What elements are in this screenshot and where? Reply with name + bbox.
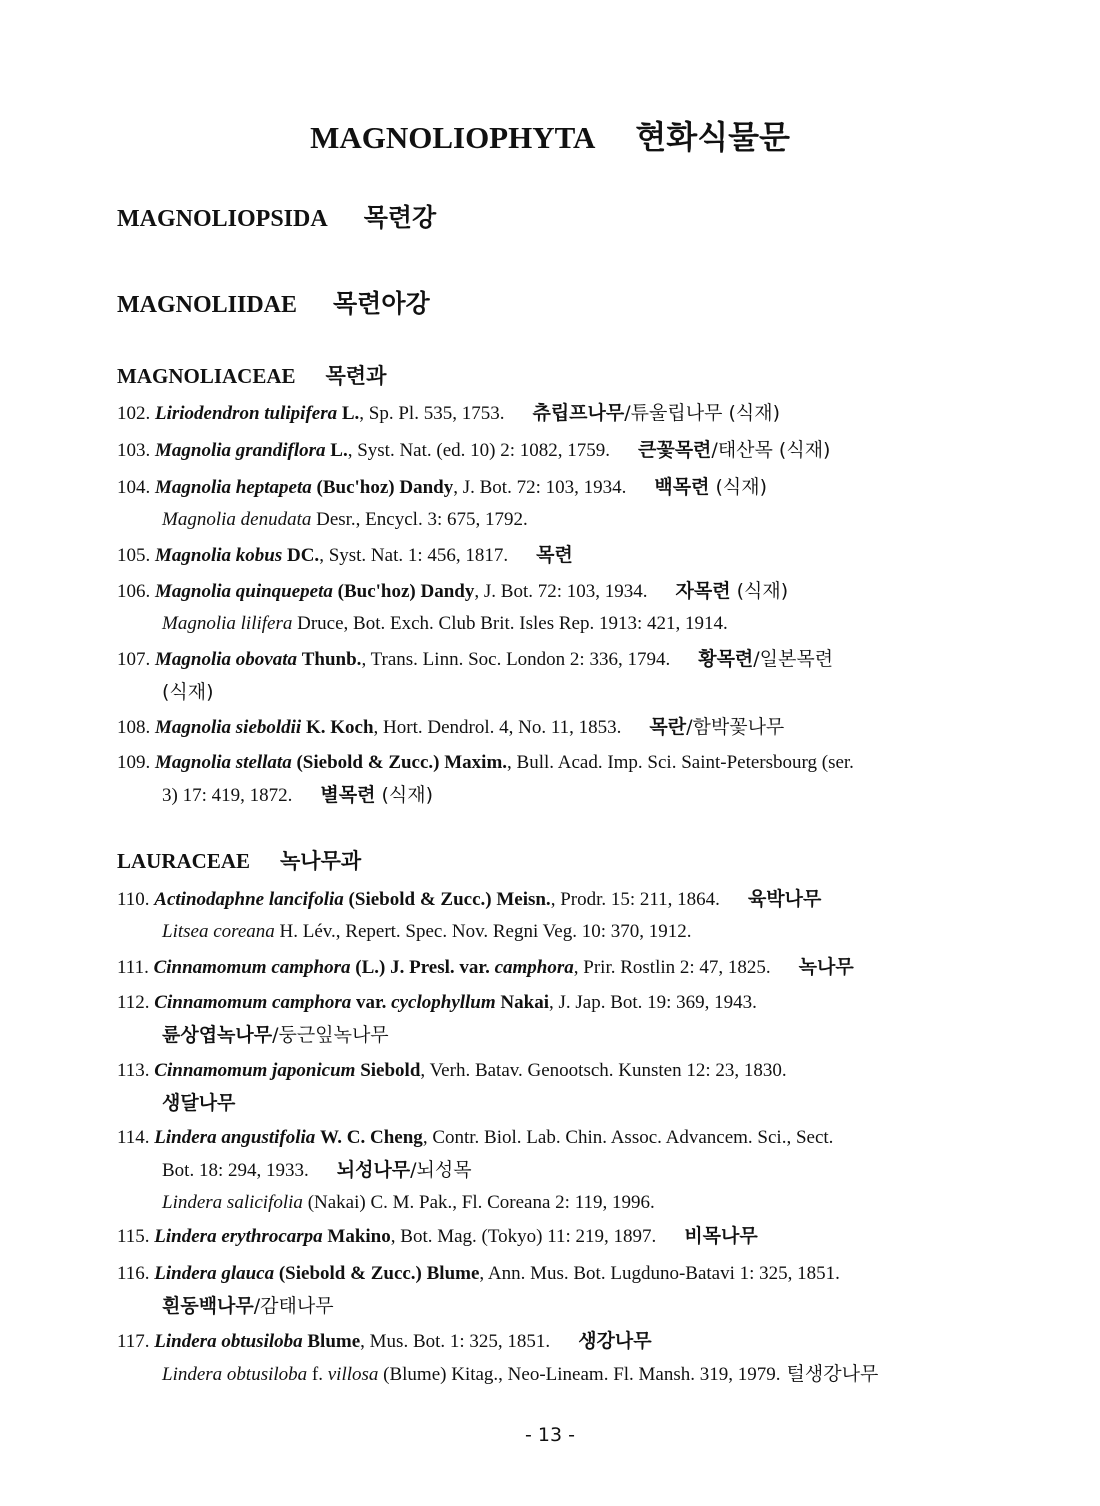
synonym-citation: (Nakai) C. M. Pak., Fl. Coreana 2: 119, 1996. bbox=[302, 1192, 655, 1213]
korean-name: 목란 bbox=[649, 716, 687, 738]
species-name: Magnolia stellata bbox=[155, 752, 292, 773]
citation: , Trans. Linn. Soc. London 2: 336, 1794. bbox=[361, 649, 671, 670]
korean-alt-name: /태산목 (식재) bbox=[711, 439, 831, 461]
species-entry-116 bbox=[117, 1258, 987, 1323]
family-korean: 목련과 bbox=[325, 364, 387, 388]
entry-number: 109. bbox=[117, 752, 151, 773]
family-korean: 녹나무과 bbox=[280, 849, 362, 873]
species-name: Cinnamomum camphora bbox=[154, 992, 352, 1013]
class-latin: MAGNOLIOPSIDA bbox=[117, 206, 328, 232]
korean-alt-name: /튜울립나무 (식재) bbox=[624, 402, 780, 424]
korean-alt-name: /함박꽃나무 bbox=[686, 716, 785, 738]
synonym-epithet: villosa bbox=[327, 1364, 379, 1385]
species-entry-111 bbox=[117, 951, 987, 984]
species-entry-115 bbox=[117, 1220, 987, 1253]
species-entry-106 bbox=[117, 575, 987, 640]
species-author: (Siebold & Zucc.) Maxim. bbox=[296, 752, 508, 773]
synonym-citation: (Blume) Kitag., Neo-Lineam. Fl. Mansh. 319, 1979. bbox=[378, 1364, 781, 1385]
citation-continued: 3) 17: 419, 1872. bbox=[162, 785, 293, 806]
synonym-name: Lindera obtusiloba bbox=[162, 1364, 308, 1385]
korean-name: 뇌성나무 bbox=[336, 1159, 411, 1181]
korean-name: 목련 bbox=[536, 544, 573, 566]
species-author: W. C. Cheng bbox=[320, 1127, 423, 1148]
entry-number: 114. bbox=[117, 1127, 150, 1148]
page-title bbox=[0, 112, 1100, 158]
entry-number: 107. bbox=[117, 649, 151, 670]
korean-name: 자목련 bbox=[675, 580, 731, 602]
species-name: Magnolia sieboldii bbox=[155, 717, 302, 738]
citation: , Mus. Bot. 1: 325, 1851. bbox=[360, 1331, 551, 1352]
species-entry-110 bbox=[117, 883, 987, 948]
species-author: DC. bbox=[286, 545, 320, 566]
entry-continuation: (식재) bbox=[162, 681, 214, 703]
citation-continued: Bot. 18: 294, 1933. bbox=[162, 1160, 309, 1181]
synonym-name: Lindera salicifolia bbox=[162, 1192, 303, 1213]
citation: , Syst. Nat. 1: 456, 1817. bbox=[319, 545, 509, 566]
species-author: K. Koch bbox=[305, 717, 374, 738]
family-latin: MAGNOLIACEAE bbox=[117, 364, 296, 388]
entry-number: 117. bbox=[117, 1331, 150, 1352]
title-korean: 현화식물문 bbox=[635, 118, 790, 156]
subclass-latin: MAGNOLIIDAE bbox=[117, 292, 298, 318]
family-latin: LAURACEAE bbox=[117, 849, 251, 873]
citation: , Sp. Pl. 535, 1753. bbox=[359, 403, 505, 424]
species-author: Nakai bbox=[500, 992, 549, 1013]
class-korean: 목련강 bbox=[363, 203, 437, 232]
species-entry-112 bbox=[117, 987, 987, 1052]
korean-name: 육박나무 bbox=[747, 888, 822, 910]
species-entry-113 bbox=[117, 1055, 987, 1120]
family-heading-lauraceae bbox=[117, 845, 361, 875]
synonym-name: Magnolia lilifera bbox=[162, 613, 293, 634]
korean-name: 별목련 bbox=[320, 784, 376, 806]
entry-number: 116. bbox=[117, 1263, 150, 1284]
species-name: Magnolia obovata bbox=[155, 649, 297, 670]
korean-name: 녹나무 bbox=[798, 956, 854, 978]
species-author: L. bbox=[330, 440, 348, 461]
korean-alt-name: /둥근잎녹나무 bbox=[272, 1024, 389, 1046]
korean-name: 생강나무 bbox=[578, 1330, 652, 1352]
synonym-citation: Druce, Bot. Exch. Club Brit. Isles Rep. 1913: 421, 1914. bbox=[292, 613, 728, 634]
citation: , J. Bot. 72: 103, 1934. bbox=[453, 477, 627, 498]
class-heading bbox=[117, 198, 436, 234]
korean-alt-name: /일본목련 bbox=[753, 648, 834, 670]
species-name: Cinnamomum camphora bbox=[153, 957, 351, 978]
entry-number: 103. bbox=[117, 440, 151, 461]
species-author: (Siebold & Zucc.) Blume bbox=[278, 1263, 480, 1284]
korean-name: 생달나무 bbox=[162, 1092, 236, 1114]
species-name: Lindera erythrocarpa bbox=[154, 1226, 323, 1247]
korean-name: 백목련 bbox=[654, 476, 710, 498]
citation: , Ann. Mus. Bot. Lugduno-Batavi 1: 325, 1851. bbox=[479, 1263, 840, 1284]
species-name: Magnolia grandiflora bbox=[155, 440, 326, 461]
korean-name: 비목나무 bbox=[684, 1225, 758, 1247]
species-entry-104 bbox=[117, 471, 987, 536]
subclass-korean: 목련아강 bbox=[333, 289, 430, 318]
entry-number: 110. bbox=[117, 889, 150, 910]
entry-number: 105. bbox=[117, 545, 151, 566]
variety-epithet: camphora bbox=[494, 957, 574, 978]
entry-number: 111. bbox=[117, 957, 149, 978]
species-entry-114 bbox=[117, 1122, 987, 1219]
species-name: Magnolia heptapeta bbox=[155, 477, 312, 498]
entry-number: 104. bbox=[117, 477, 151, 498]
entry-number: 102. bbox=[117, 403, 151, 424]
species-name: Magnolia kobus bbox=[155, 545, 283, 566]
subclass-heading bbox=[117, 284, 430, 320]
korean-alt-name: (식재) bbox=[709, 476, 767, 498]
citation: , J. Jap. Bot. 19: 369, 1943. bbox=[548, 992, 757, 1013]
entry-number: 112. bbox=[117, 992, 150, 1013]
species-author: Thunb. bbox=[301, 649, 362, 670]
entry-number: 115. bbox=[117, 1226, 150, 1247]
citation: , Prodr. 15: 211, 1864. bbox=[550, 889, 720, 910]
species-entry-103 bbox=[117, 434, 987, 467]
variety-label: var. bbox=[355, 992, 387, 1013]
synonym-citation: H. Lév., Repert. Spec. Nov. Regni Veg. 10: 370, 1912. bbox=[274, 921, 692, 942]
korean-name: 큰꽃목련 bbox=[638, 439, 712, 461]
species-entry-105 bbox=[117, 539, 987, 572]
citation: , Prir. Rostlin 2: 47, 1825. bbox=[573, 957, 771, 978]
citation: , Hort. Dendrol. 4, No. 11, 1853. bbox=[373, 717, 622, 738]
page-number: - 13 - bbox=[525, 1424, 575, 1446]
species-name: Liriodendron tulipifera bbox=[155, 403, 338, 424]
korean-name: 흰동백나무 bbox=[162, 1295, 254, 1317]
species-author: (Siebold & Zucc.) Meisn. bbox=[348, 889, 551, 910]
species-author: (Buc'hoz) Dandy bbox=[316, 477, 454, 498]
species-name: Lindera glauca bbox=[154, 1263, 275, 1284]
korean-name: 륜상엽녹나무 bbox=[162, 1024, 273, 1046]
species-name: Magnolia quinquepeta bbox=[155, 581, 333, 602]
species-name: Actinodaphne lancifolia bbox=[154, 889, 344, 910]
entry-number: 106. bbox=[117, 581, 151, 602]
family-heading-magnoliaceae bbox=[117, 360, 386, 390]
species-entry-107 bbox=[117, 643, 987, 709]
korean-alt-name: (식재) bbox=[730, 580, 789, 602]
species-entry-109 bbox=[117, 747, 987, 812]
citation: , Bot. Mag. (Tokyo) 11: 219, 1897. bbox=[390, 1226, 657, 1247]
species-author: L. bbox=[341, 403, 360, 424]
citation: , Syst. Nat. (ed. 10) 2: 1082, 1759. bbox=[347, 440, 610, 461]
species-entry-102 bbox=[117, 397, 987, 430]
korean-name: 황목련 bbox=[698, 648, 754, 670]
citation: , Bull. Acad. Imp. Sci. Saint-Petersbourg (ser. bbox=[507, 752, 854, 773]
citation: , Contr. Biol. Lab. Chin. Assoc. Advancem. Sci., Sect. bbox=[422, 1127, 834, 1148]
korean-alt-name: /뇌성목 bbox=[410, 1159, 472, 1181]
species-author: (L.) J. Presl. var. bbox=[355, 957, 490, 978]
korean-alt-name: /감태나무 bbox=[253, 1295, 334, 1317]
title-latin: MAGNOLIOPHYTA bbox=[310, 120, 596, 155]
citation: , J. Bot. 72: 103, 1934. bbox=[474, 581, 648, 602]
korean-alt-name: (식재) bbox=[375, 784, 433, 806]
korean-name: 츄립프나무 bbox=[532, 402, 625, 424]
species-author: (Buc'hoz) Dandy bbox=[337, 581, 475, 602]
synonym-form-label: f. bbox=[307, 1364, 328, 1385]
entry-number: 113. bbox=[117, 1060, 150, 1081]
species-name: Lindera obtusiloba bbox=[154, 1331, 303, 1352]
species-author: Siebold bbox=[360, 1060, 421, 1081]
synonym-korean-name: 털생강나무 bbox=[780, 1363, 879, 1385]
citation: , Verh. Batav. Genootsch. Kunsten 12: 23, 1830. bbox=[420, 1060, 787, 1081]
synonym-citation: Desr., Encycl. 3: 675, 1792. bbox=[311, 509, 528, 530]
species-name: Cinnamomum japonicum bbox=[154, 1060, 356, 1081]
synonym-name: Litsea coreana bbox=[162, 921, 275, 942]
species-entry-117 bbox=[117, 1325, 987, 1391]
species-author: Makino bbox=[327, 1226, 391, 1247]
species-name: Lindera angustifolia bbox=[154, 1127, 316, 1148]
species-author: Blume bbox=[307, 1331, 361, 1352]
entry-number: 108. bbox=[117, 717, 151, 738]
variety-epithet: cyclophyllum bbox=[391, 992, 496, 1013]
synonym-name: Magnolia denudata bbox=[162, 509, 312, 530]
species-entry-108 bbox=[117, 711, 987, 744]
